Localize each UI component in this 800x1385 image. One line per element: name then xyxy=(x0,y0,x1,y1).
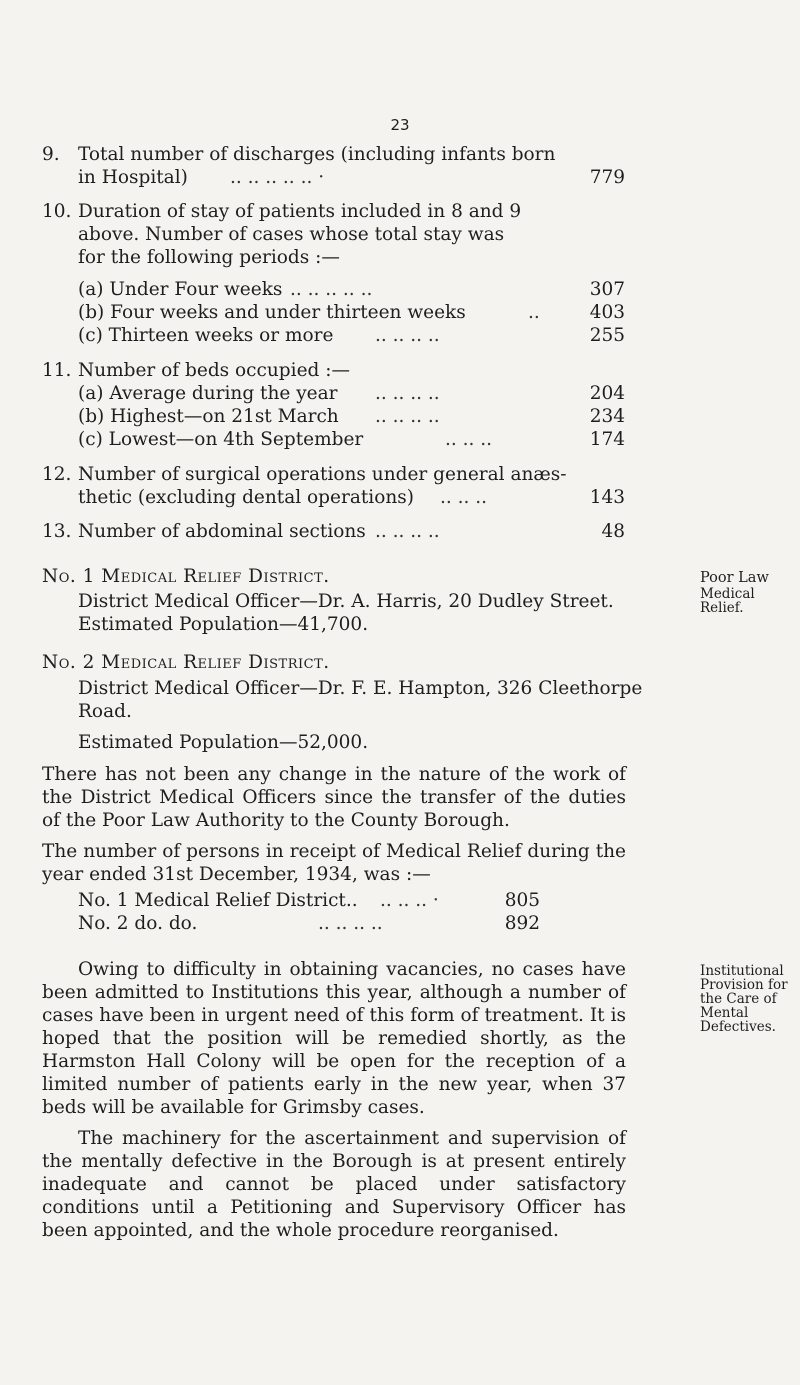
leader-dots: .. .. .. xyxy=(440,487,488,508)
paragraph-machinery: The machinery for the ascertainment and supervision of the mentally defective in the Borough is at present entirely inadequate and cannot be placed under satisfactory conditions until a Petitioning and Supervisory Officer has been appointed, and the whole procedure reorganised. xyxy=(42,1128,626,1241)
receipt-row-label: No. 2 do. do. xyxy=(78,913,198,934)
item-number: 13. xyxy=(42,521,72,542)
sub-value: 174 xyxy=(589,429,625,450)
district-2-population: Estimated Population—52,000. xyxy=(78,732,369,753)
receipt-row-value: 892 xyxy=(504,913,540,934)
margin-note-institutional: Institutional Provision for the Care of Mental Defectives. xyxy=(700,963,788,1035)
district-1-population: Estimated Population—41,700. xyxy=(78,614,369,635)
leader-dots: .. .. .. xyxy=(445,429,493,450)
leader-dots: .. .. .. · xyxy=(380,890,439,911)
district-1-heading: No. 1 Medical Relief District. xyxy=(42,566,330,587)
item-value: 779 xyxy=(589,167,625,188)
paragraph-owing: Owing to difficulty in obtaining vacancies, no cases have been admitted to Institutions this year, although a number of cases have been in urgent need of this form of treatment. It is hoped that the position will be remedied shortly, as the Harmston Hall Colony will be open for the reception of a limited number of patients early in the new year, when 37 beds will be available for Grimsby cases. xyxy=(42,959,626,1118)
sub-value: 307 xyxy=(589,279,625,300)
item-value: 48 xyxy=(601,521,625,542)
leader-dots: .. .. .. .. xyxy=(375,325,440,346)
item-text: Number of beds occupied :— xyxy=(78,360,350,381)
district-1-officer: District Medical Officer—Dr. A. Harris, 20 Dudley Street. xyxy=(78,591,614,612)
district-2-heading: No. 2 Medical Relief District. xyxy=(42,652,330,673)
item-number: 11. xyxy=(42,360,72,381)
district-2-officer-cont: Road. xyxy=(78,701,132,722)
sub-value: 204 xyxy=(589,383,625,404)
item-text: thetic (excluding dental operations) xyxy=(78,487,414,508)
item-text: in Hospital) xyxy=(78,167,188,188)
sub-label: (b) Highest—on 21st March xyxy=(78,406,339,427)
item-text: Duration of stay of patients included in 8 and 9 xyxy=(78,201,522,222)
item-number: 12. xyxy=(42,464,72,485)
page-number: 23 xyxy=(390,116,410,134)
leader-dots: .. .. .. .. .. · xyxy=(230,167,325,188)
sub-value: 403 xyxy=(589,302,625,323)
margin-note-poor-law: Poor Law Medical Relief. xyxy=(700,570,769,616)
sub-label: (b) Four weeks and under thirteen weeks xyxy=(78,302,466,323)
leader-dots: .. .. .. .. .. xyxy=(290,279,373,300)
item-value: 143 xyxy=(589,487,625,508)
leader-dots: .. .. .. .. xyxy=(375,383,440,404)
sub-label: (a) Under Four weeks xyxy=(78,279,283,300)
leader-dots: .. .. .. .. xyxy=(375,406,440,427)
item-text: Number of abdominal sections xyxy=(78,521,366,542)
item-text: above. Number of cases whose total stay was xyxy=(78,224,505,245)
receipt-row-value: 805 xyxy=(504,890,540,911)
item-text: Number of surgical operations under general anæs- xyxy=(78,464,567,485)
item-number: 10. xyxy=(42,201,72,222)
district-2-officer: District Medical Officer—Dr. F. E. Hampton, 326 Cleethorpe xyxy=(78,678,643,699)
paragraph-receipt: The number of persons in receipt of Medical Relief during the year ended 31st December, 1934, was :— xyxy=(42,841,626,885)
paragraph-no-change: There has not been any change in the nature of the work of the District Medical Officers since the transfer of the duties of the Poor Law Authority to the County Borough. xyxy=(42,764,626,831)
receipt-row-label: No. 1 Medical Relief District.. xyxy=(78,890,358,911)
item-text: Total number of discharges (including infants born xyxy=(78,144,556,165)
item-number: 9. xyxy=(42,144,60,165)
sub-value: 255 xyxy=(589,325,625,346)
leader-dots: .. .. .. .. xyxy=(318,913,383,934)
sub-label: (c) Lowest—on 4th September xyxy=(78,429,364,450)
leader-dots: .. .. .. .. xyxy=(375,521,440,542)
sub-label: (a) Average during the year xyxy=(78,383,338,404)
leader-dots: .. xyxy=(528,302,540,323)
sub-label: (c) Thirteen weeks or more xyxy=(78,325,334,346)
item-text: for the following periods :— xyxy=(78,247,340,268)
sub-value: 234 xyxy=(589,406,625,427)
